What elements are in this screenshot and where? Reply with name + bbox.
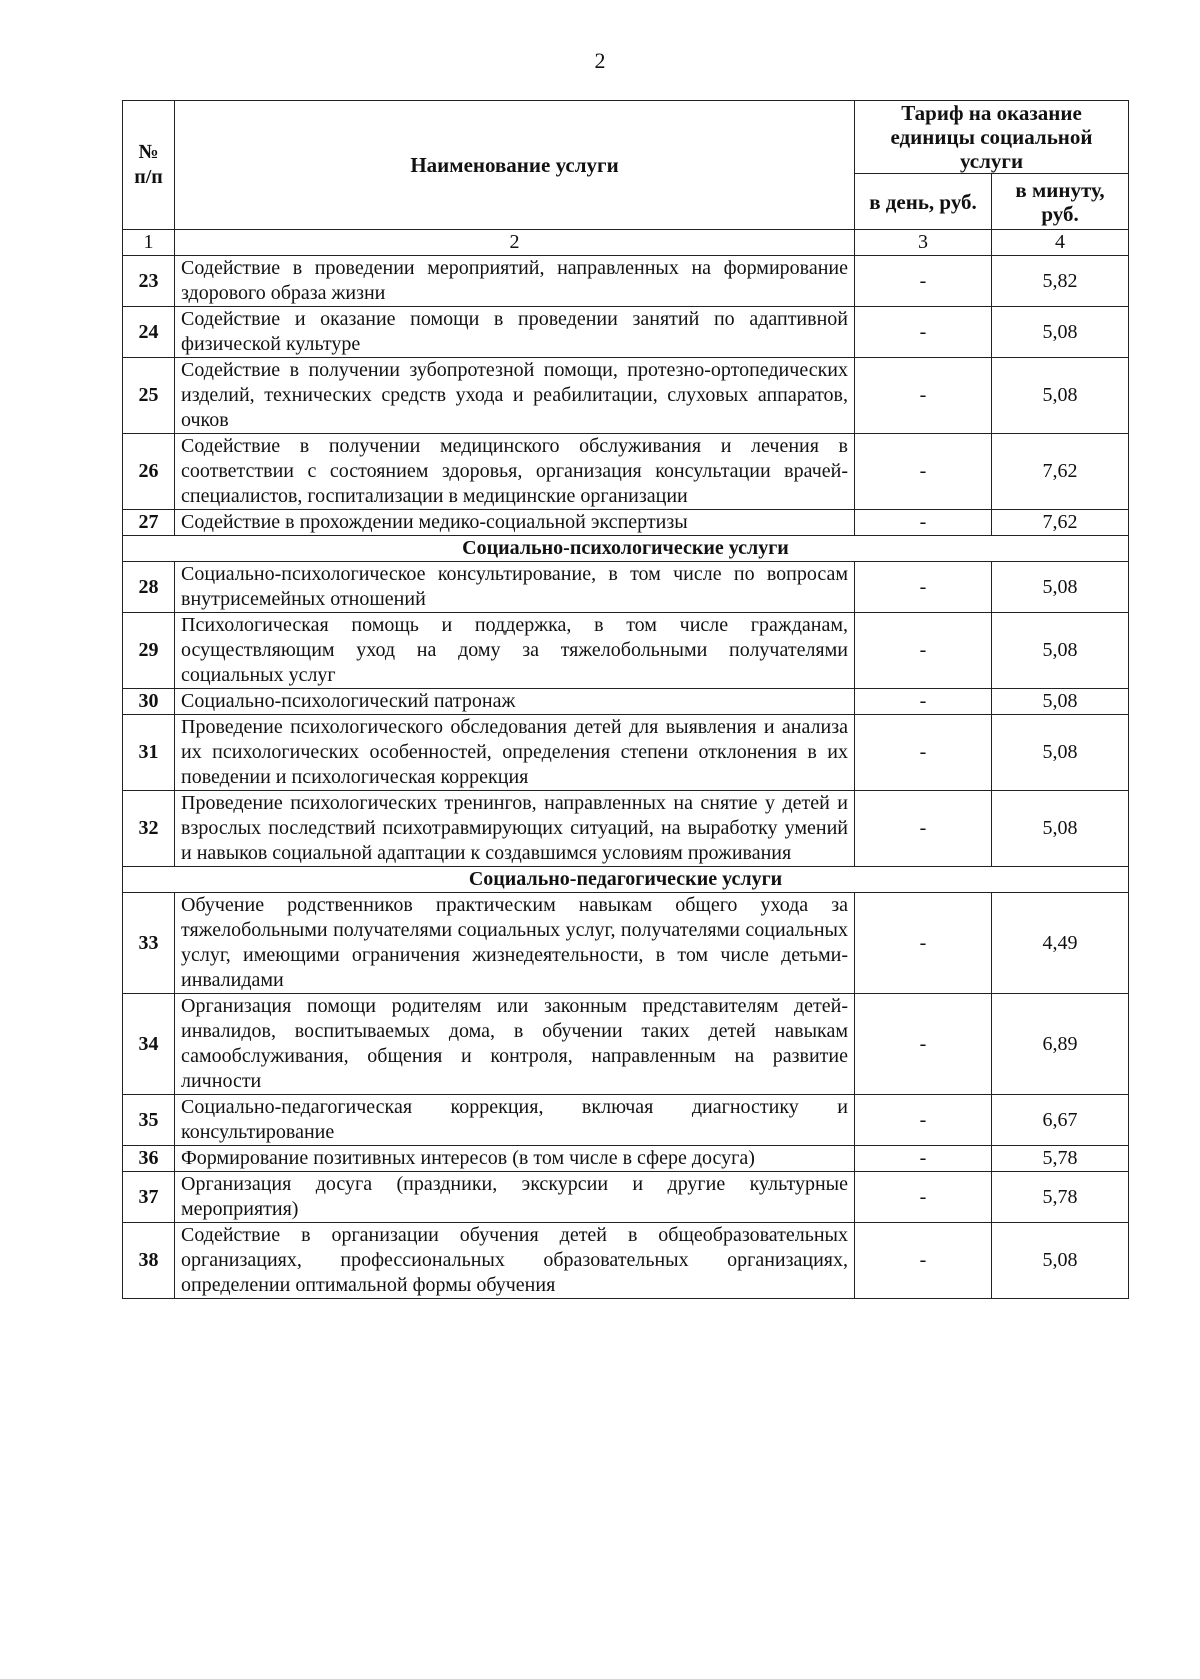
- section-heading: Социально-педагогические услуги: [123, 867, 1129, 893]
- service-name: Организация помощи родителям или законным представителям детей-инвалидов, воспитываемых дома, в обучении таких детей навыкам самообслуживания, общения и контроля, направленным на развитие личности: [175, 994, 855, 1095]
- tariff-per-day: -: [855, 1172, 992, 1223]
- header-service-name: Наименование услуги: [175, 101, 855, 230]
- service-name: Содействие в организации обучения детей в общеобразовательных организациях, профессиональных образовательных организациях, определении оптимальной формы обучения: [175, 1223, 855, 1299]
- tariff-per-day: -: [855, 1095, 992, 1146]
- column-index-cell: 3: [855, 230, 992, 256]
- row-number: 35: [123, 1095, 175, 1146]
- row-number: 32: [123, 791, 175, 867]
- row-number: 24: [123, 307, 175, 358]
- tariff-per-minute: 5,08: [992, 791, 1129, 867]
- tariff-per-minute: 5,08: [992, 689, 1129, 715]
- tariff-table: [122, 100, 1129, 1299]
- tariff-per-minute: 7,62: [992, 434, 1129, 510]
- service-name: Социально-психологический патронаж: [175, 689, 855, 715]
- tariff-per-day: -: [855, 358, 992, 434]
- row-number: 28: [123, 562, 175, 613]
- tariff-per-day: -: [855, 562, 992, 613]
- table-row: [123, 1172, 1129, 1223]
- tariff-per-day: -: [855, 791, 992, 867]
- row-number: 33: [123, 893, 175, 994]
- row-number: 36: [123, 1146, 175, 1172]
- row-number: 27: [123, 510, 175, 536]
- column-index-cell: 4: [992, 230, 1129, 256]
- header-per-day: в день, руб.: [855, 174, 992, 230]
- row-number: 34: [123, 994, 175, 1095]
- row-number: 29: [123, 613, 175, 689]
- row-number: 30: [123, 689, 175, 715]
- table-row: [123, 893, 1129, 994]
- tariff-per-minute: 5,08: [992, 1223, 1129, 1299]
- tariff-per-minute: 4,49: [992, 893, 1129, 994]
- section-heading: Социально-психологические услуги: [123, 536, 1129, 562]
- table-row: [123, 613, 1129, 689]
- table-row: [123, 256, 1129, 307]
- tariff-per-day: -: [855, 1223, 992, 1299]
- tariff-per-minute: 5,78: [992, 1172, 1129, 1223]
- tariff-per-day: -: [855, 434, 992, 510]
- tariff-per-day: -: [855, 893, 992, 994]
- tariff-per-day: -: [855, 256, 992, 307]
- service-name: Проведение психологических тренингов, направленных на снятие у детей и взрослых последствий психотравмирующих ситуаций, на выработку умений и навыков социальной адаптации к создавшимся условиям проживания: [175, 791, 855, 867]
- table-row: [123, 1146, 1129, 1172]
- page-number: 2: [594, 48, 606, 73]
- tariff-per-day: -: [855, 994, 992, 1095]
- table-header: [123, 101, 1129, 256]
- service-name: Социально-психологическое консультирование, в том числе по вопросам внутрисемейных отношений: [175, 562, 855, 613]
- table-row: [123, 434, 1129, 510]
- tariff-per-day: -: [855, 307, 992, 358]
- tariff-per-minute: 5,08: [992, 613, 1129, 689]
- table-row: [123, 358, 1129, 434]
- tariff-per-minute: 5,08: [992, 562, 1129, 613]
- service-name: Содействие в проведении мероприятий, направленных на формирование здорового образа жизни: [175, 256, 855, 307]
- header-number: № п/п: [123, 101, 175, 230]
- service-name: Содействие в получении медицинского обслуживания и лечения в соответствии с состоянием здоровья, организация консультации врачей-специалистов, госпитализации в медицинские организации: [175, 434, 855, 510]
- service-name: Проведение психологического обследования детей для выявления и анализа их психологических особенностей, определения степени отклонения в их поведении и психологическая коррекция: [175, 715, 855, 791]
- service-name: Социально-педагогическая коррекция, включая диагностику и консультирование: [175, 1095, 855, 1146]
- table-row: [123, 791, 1129, 867]
- row-number: 38: [123, 1223, 175, 1299]
- row-number: 23: [123, 256, 175, 307]
- row-number: 37: [123, 1172, 175, 1223]
- tariff-per-day: -: [855, 689, 992, 715]
- service-name: Обучение родственников практическим навыкам общего ухода за тяжелобольными получателями социальных услуг, получателями социальных услуг, имеющими ограничения жизнедеятельности, в том числе детьми-инвалидами: [175, 893, 855, 994]
- row-number: 31: [123, 715, 175, 791]
- row-number: 26: [123, 434, 175, 510]
- section-row: [123, 867, 1129, 893]
- tariff-per-minute: 7,62: [992, 510, 1129, 536]
- header-tariff: Тариф на оказание единицы социальной услуги: [855, 101, 1129, 174]
- tariff-per-minute: 5,08: [992, 358, 1129, 434]
- column-index-cell: 1: [123, 230, 175, 256]
- section-row: [123, 536, 1129, 562]
- tariff-per-day: -: [855, 613, 992, 689]
- table-row: [123, 562, 1129, 613]
- table-row: [123, 689, 1129, 715]
- tariff-per-day: -: [855, 510, 992, 536]
- tariff-per-minute: 5,78: [992, 1146, 1129, 1172]
- service-name: Содействие в получении зубопротезной помощи, протезно-ортопедических изделий, технических средств ухода и реабилитации, слуховых аппаратов, очков: [175, 358, 855, 434]
- tariff-per-day: -: [855, 1146, 992, 1172]
- service-name: Организация досуга (праздники, экскурсии и другие культурные мероприятия): [175, 1172, 855, 1223]
- table-row: [123, 307, 1129, 358]
- column-index-row: [123, 230, 1129, 256]
- table-row: [123, 994, 1129, 1095]
- table-row: [123, 510, 1129, 536]
- tariff-per-minute: 5,08: [992, 715, 1129, 791]
- service-name: Содействие и оказание помощи в проведении занятий по адаптивной физической культуре: [175, 307, 855, 358]
- tariff-per-minute: 6,67: [992, 1095, 1129, 1146]
- table-row: [123, 1223, 1129, 1299]
- service-name: Содействие в прохождении медико-социальной экспертизы: [175, 510, 855, 536]
- service-name: Формирование позитивных интересов (в том числе в сфере досуга): [175, 1146, 855, 1172]
- table-row: [123, 1095, 1129, 1146]
- tariff-per-minute: 6,89: [992, 994, 1129, 1095]
- tariff-per-minute: 5,82: [992, 256, 1129, 307]
- header-per-minute: в минуту, руб.: [992, 174, 1129, 230]
- tariff-per-day: -: [855, 715, 992, 791]
- table-row: [123, 715, 1129, 791]
- table-body: [123, 256, 1129, 1299]
- row-number: 25: [123, 358, 175, 434]
- service-name: Психологическая помощь и поддержка, в том числе гражданам, осуществляющим уход на дому за тяжелобольными получателями социальных услуг: [175, 613, 855, 689]
- tariff-per-minute: 5,08: [992, 307, 1129, 358]
- column-index-cell: 2: [175, 230, 855, 256]
